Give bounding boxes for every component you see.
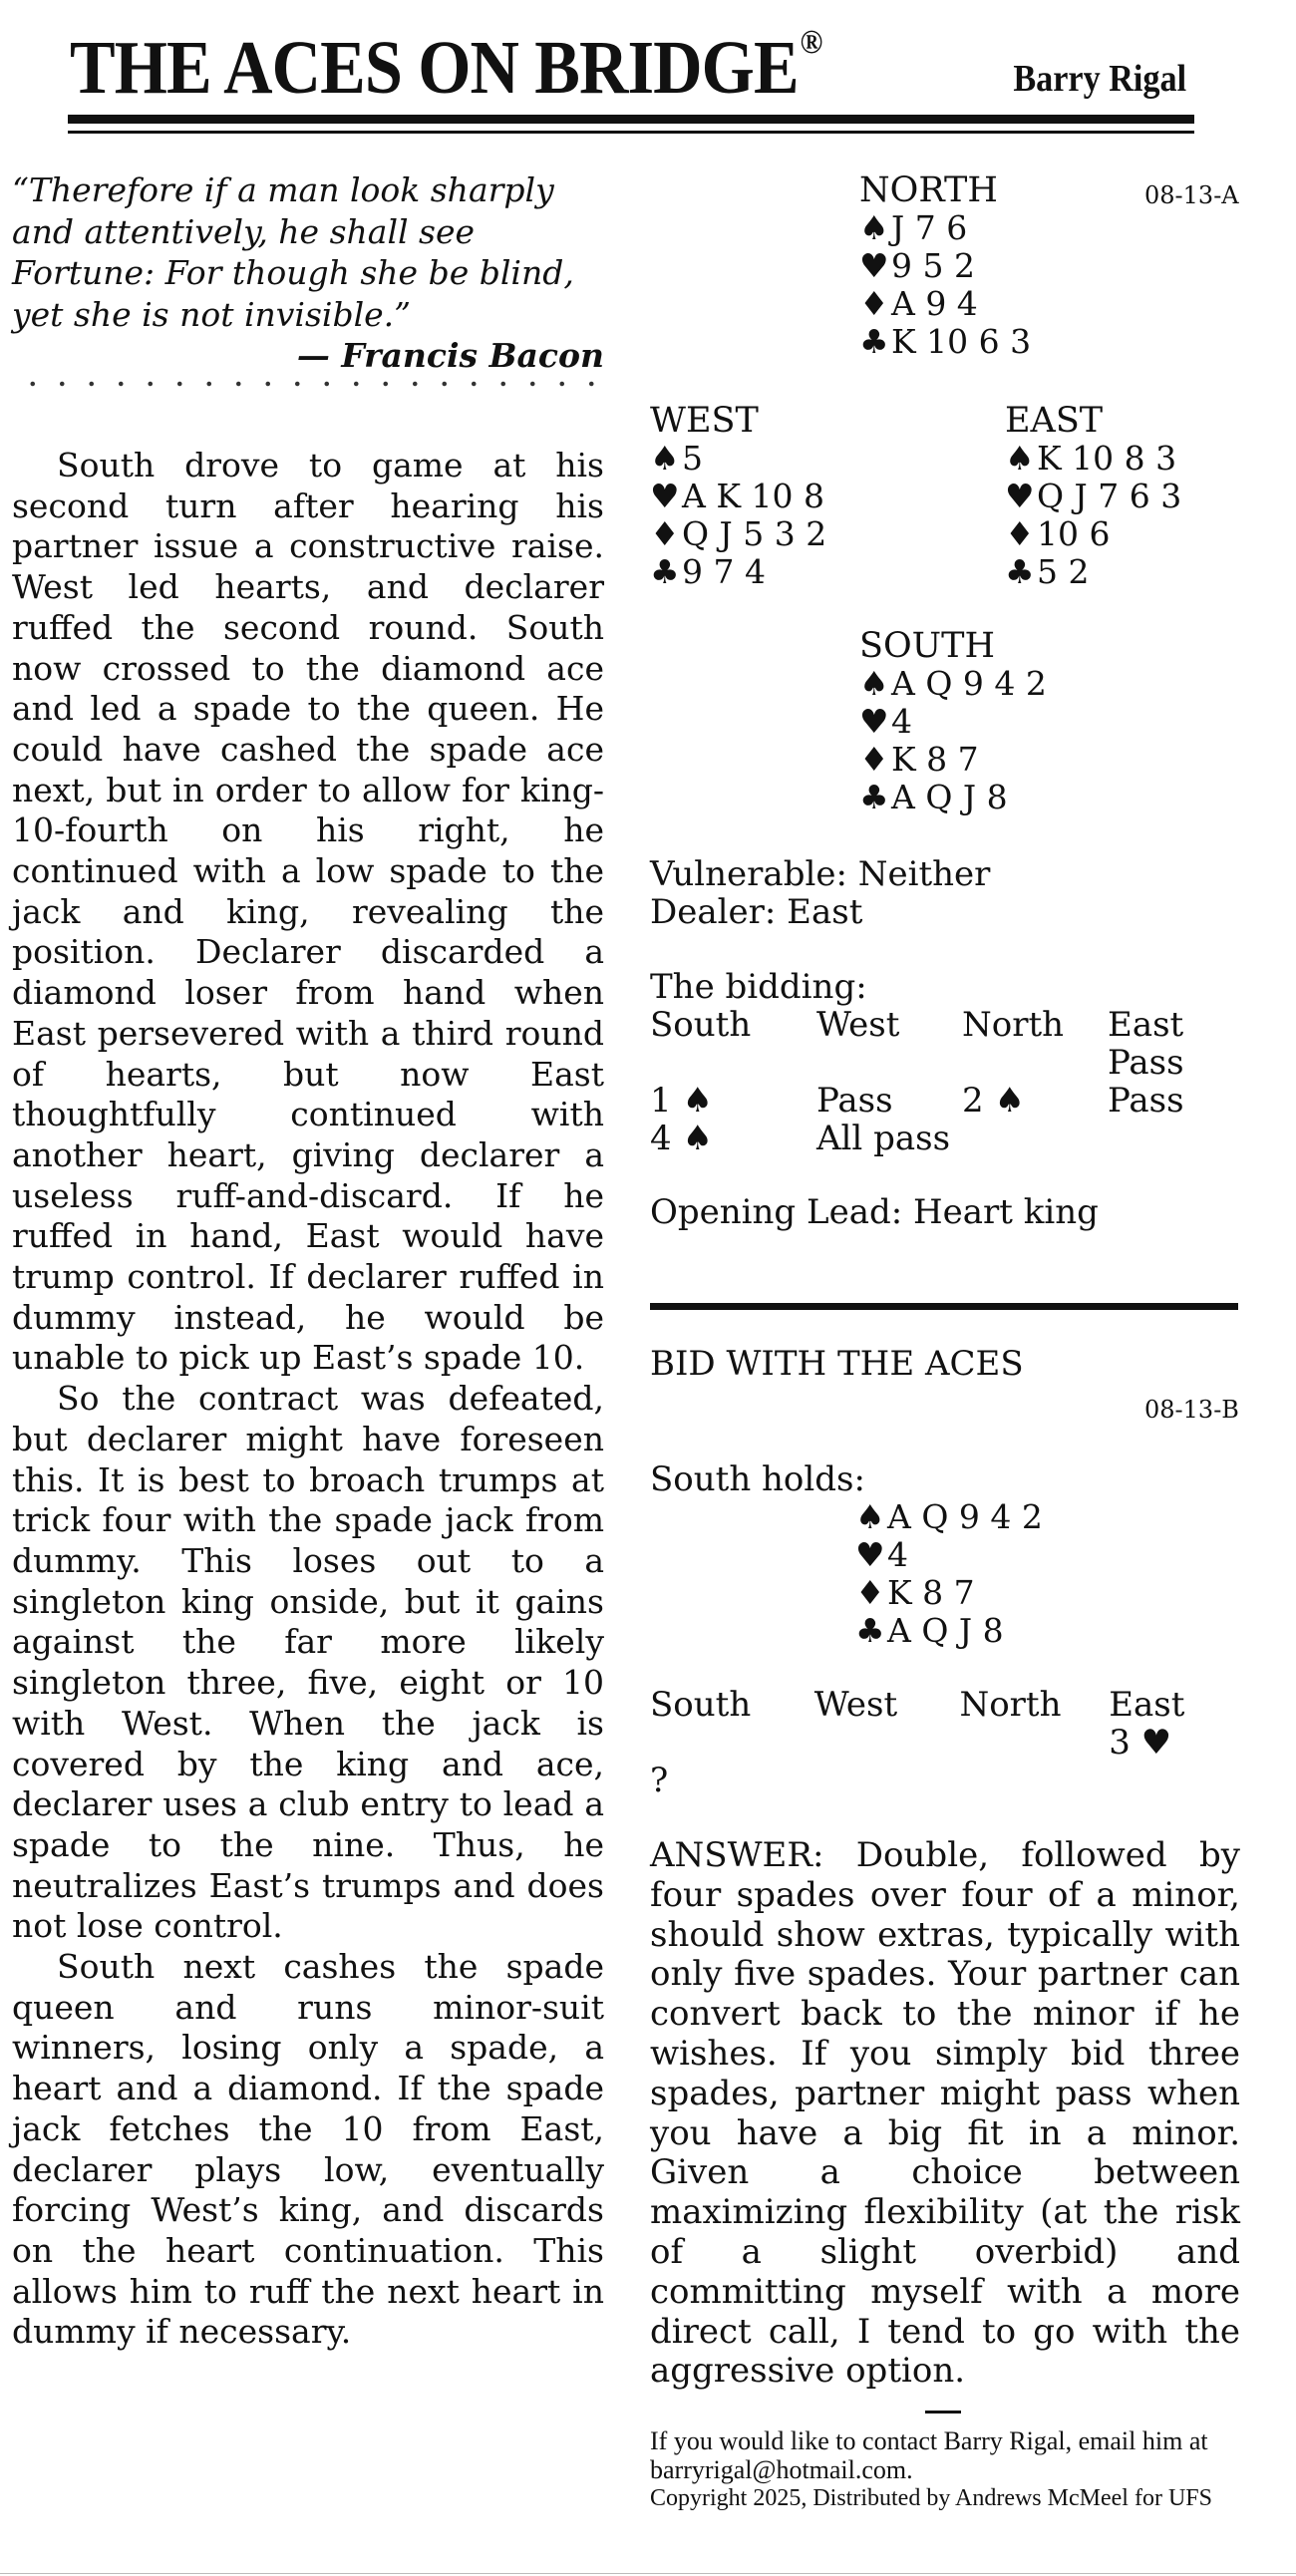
club-icon: ♣ — [859, 322, 889, 361]
bidding — [650, 968, 1238, 1157]
hand-label: NORTH — [859, 170, 998, 210]
hand-north — [859, 171, 1031, 361]
hearts-holding: 4 — [887, 1535, 908, 1574]
hand-label: WEST — [650, 401, 759, 441]
page-bottom-edge — [0, 2573, 1296, 2574]
bwta-bidding-table — [650, 1686, 1238, 1799]
section-divider — [650, 1303, 1238, 1310]
bidding-header: West — [813, 1685, 898, 1725]
spades-holding: K 10 8 3 — [1037, 439, 1177, 478]
club-icon: ♣ — [855, 1611, 885, 1650]
bid-cell: 4 ♠ — [650, 1119, 713, 1158]
deal-code: 08-13-A — [1144, 181, 1239, 209]
footer — [650, 2426, 1248, 2513]
heart-icon: ♥ — [1005, 477, 1035, 515]
spade-icon: ♠ — [859, 208, 889, 247]
bid-cell: Pass — [1108, 1043, 1184, 1083]
bidding-table — [650, 1006, 1237, 1157]
heart-icon: ♥ — [859, 702, 889, 741]
bid-cell — [1108, 1120, 1237, 1157]
diamonds-holding: K 8 7 — [887, 1573, 975, 1612]
clubs-holding: 9 7 4 — [682, 552, 766, 591]
club-icon: ♣ — [1005, 552, 1035, 591]
bwta-hand — [855, 1498, 1043, 1650]
bid-cell — [816, 1044, 962, 1082]
contact-note: If you would like to contact Barry Rigal, email him at barryrigal@hotmail.com. — [650, 2426, 1208, 2484]
masthead-rule-thin — [68, 131, 1194, 134]
spade-icon: ♠ — [650, 439, 680, 478]
diamond-icon: ♦ — [650, 514, 680, 553]
article-paragraph: South drove to game at his second turn after hearing his partner issue a constructive raise. West led hearts, and declarer ruffed the second round. South now crossed to the diamond ace and led a spade to the queen. He could have cashed the spade ace next, but in order to allow for king-10-fourth on his right, he continued with a low spade to the jack and king, revealing the position. Declarer discarded a diamond loser from hand when East persevered with a third round of hearts, but now East thoughtfully continued with another heart, giving declarer a useless ruff-and-discard. If he ruffed in hand, East would have trump control. If declarer ruffed in dummy instead, he would be unable to pick up East’s spade 10. — [12, 446, 604, 1378]
bwta-title: BID WITH THE ACES — [650, 1344, 1024, 1384]
spades-holding: J 7 6 — [891, 208, 968, 247]
vulnerability: Vulnerable: Neither — [650, 854, 991, 894]
bwta-auction — [650, 1686, 1238, 1799]
spade-icon: ♠ — [1005, 439, 1035, 478]
article-paragraph: South next cashes the spade queen and runs minor-suit winners, losing only a spade, a heart and a diamond. If the spade jack fetches the 10 from East, declarer plays low, eventually forcing West’s king, and discards on the heart continuation. This allows him to ruff the next heart in dummy if necessary. — [12, 1947, 604, 2352]
answer-text: ANSWER: Double, followed by four spades over four of a minor, should show extras, typically with only five spades. Your partner can convert back to the minor if he wishes. If you simply bid three spades, partner might pass when you have a big fit in a minor. Given a choice between maximizing flexibility (at the risk of a slight overbid) and committing myself with a more direct call, I tend to go with the aggressive option. — [650, 1835, 1240, 2392]
hand-west — [650, 402, 826, 591]
bidding-header: North — [959, 1685, 1062, 1725]
bid-cell: 3 ♥ — [1109, 1723, 1172, 1763]
dotted-divider — [18, 379, 606, 389]
opening-lead: Opening Lead: Heart king — [650, 1192, 1099, 1232]
bid-cell — [962, 1120, 1108, 1157]
masthead-author: Barry Rigal — [1013, 58, 1186, 100]
diamonds-holding: Q J 5 3 2 — [682, 514, 827, 553]
bid-cell: 1 ♠ — [650, 1081, 713, 1121]
spades-holding: A Q 9 4 2 — [887, 1497, 1043, 1536]
clubs-holding: A Q J 8 — [891, 778, 1008, 816]
bid-cell — [650, 1044, 816, 1082]
bid-cell — [962, 1044, 1108, 1082]
diamonds-holding: 10 6 — [1037, 514, 1111, 553]
bidding-header-row — [650, 1006, 1237, 1044]
epigraph — [12, 169, 604, 377]
hand-south — [859, 627, 1047, 816]
diamond-icon: ♦ — [1005, 514, 1035, 553]
deal-conditions — [650, 855, 1238, 931]
bidding-header: West — [816, 1005, 900, 1045]
bid-cell: Pass — [1108, 1081, 1184, 1121]
spades-holding: 5 — [682, 439, 703, 478]
bidding-header-row — [650, 1686, 1238, 1724]
bidding-title: The bidding: — [650, 967, 867, 1007]
diamond-icon: ♦ — [855, 1573, 885, 1612]
south-holds-label: South holds: — [650, 1459, 865, 1499]
article-paragraph: So the contract was defeated, but declarer might have foreseen this. It is best to broach trumps at trick four with the spade jack from dummy. This loses out to a singleton king onside, but it gains against the far more likely singleton three, five, eight or 10 with West. When the jack is covered by the king and ace, declarer uses a club entry to lead a spade to the nine. Thus, he neutralizes East’s trumps and does not lose control. — [12, 1379, 604, 1946]
article-body — [12, 446, 604, 2353]
epigraph-text: “Therefore if a man look sharply and attentively, he shall see Fortune: For though she be blind, yet she is not invisible.” — [12, 170, 574, 334]
clubs-holding: 5 2 — [1037, 552, 1090, 591]
hearts-holding: Q J 7 6 3 — [1037, 477, 1182, 515]
bidding-header: East — [1109, 1685, 1185, 1725]
bidding-header: South — [650, 1005, 752, 1045]
clubs-holding: A Q J 8 — [887, 1611, 1004, 1650]
bid-cell: 2 ♠ — [962, 1081, 1025, 1121]
clubs-holding: K 10 6 3 — [891, 322, 1032, 361]
club-icon: ♣ — [859, 778, 889, 816]
club-icon: ♣ — [650, 552, 680, 591]
bidding-row — [650, 1762, 1238, 1799]
diamonds-holding: K 8 7 — [891, 740, 979, 779]
bidding-header: East — [1108, 1005, 1184, 1045]
bidding-header: South — [650, 1685, 752, 1725]
closing-dash — [925, 2411, 961, 2414]
bwta-code: 08-13-B — [1144, 1396, 1239, 1424]
spade-icon: ♠ — [855, 1497, 885, 1536]
hearts-holding: A K 10 8 — [682, 477, 824, 515]
dealer: Dealer: East — [650, 892, 863, 932]
masthead-rule-thick — [68, 115, 1194, 124]
hearts-holding: 9 5 2 — [891, 246, 975, 285]
spades-holding: A Q 9 4 2 — [891, 664, 1047, 703]
bid-cell: ? — [650, 1761, 669, 1800]
hand-label: EAST — [1005, 401, 1104, 441]
hearts-holding: 4 — [891, 702, 912, 741]
bid-cell: All pass — [816, 1119, 951, 1158]
masthead-title: THE ACES ON BRIDGE® — [70, 24, 822, 110]
bid-cell: Pass — [816, 1081, 893, 1121]
heart-icon: ♥ — [650, 477, 680, 515]
copyright: Copyright 2025, Distributed by Andrews McMeel for UFS — [650, 2485, 1212, 2511]
registered-mark: ® — [800, 24, 822, 61]
spade-icon: ♠ — [859, 664, 889, 703]
diamond-icon: ♦ — [859, 284, 889, 323]
heart-icon: ♥ — [859, 246, 889, 285]
hand-east — [1005, 402, 1181, 591]
diamonds-holding: A 9 4 — [891, 284, 978, 323]
heart-icon: ♥ — [855, 1535, 885, 1574]
bidding-row — [650, 1044, 1237, 1082]
diamond-icon: ♦ — [859, 740, 889, 779]
bidding-row — [650, 1724, 1238, 1762]
bidding-row — [650, 1082, 1237, 1120]
bidding-header: North — [962, 1005, 1065, 1045]
epigraph-attribution: — Francis Bacon — [296, 336, 604, 375]
bidding-row — [650, 1120, 1237, 1157]
hand-label: SOUTH — [859, 626, 996, 666]
